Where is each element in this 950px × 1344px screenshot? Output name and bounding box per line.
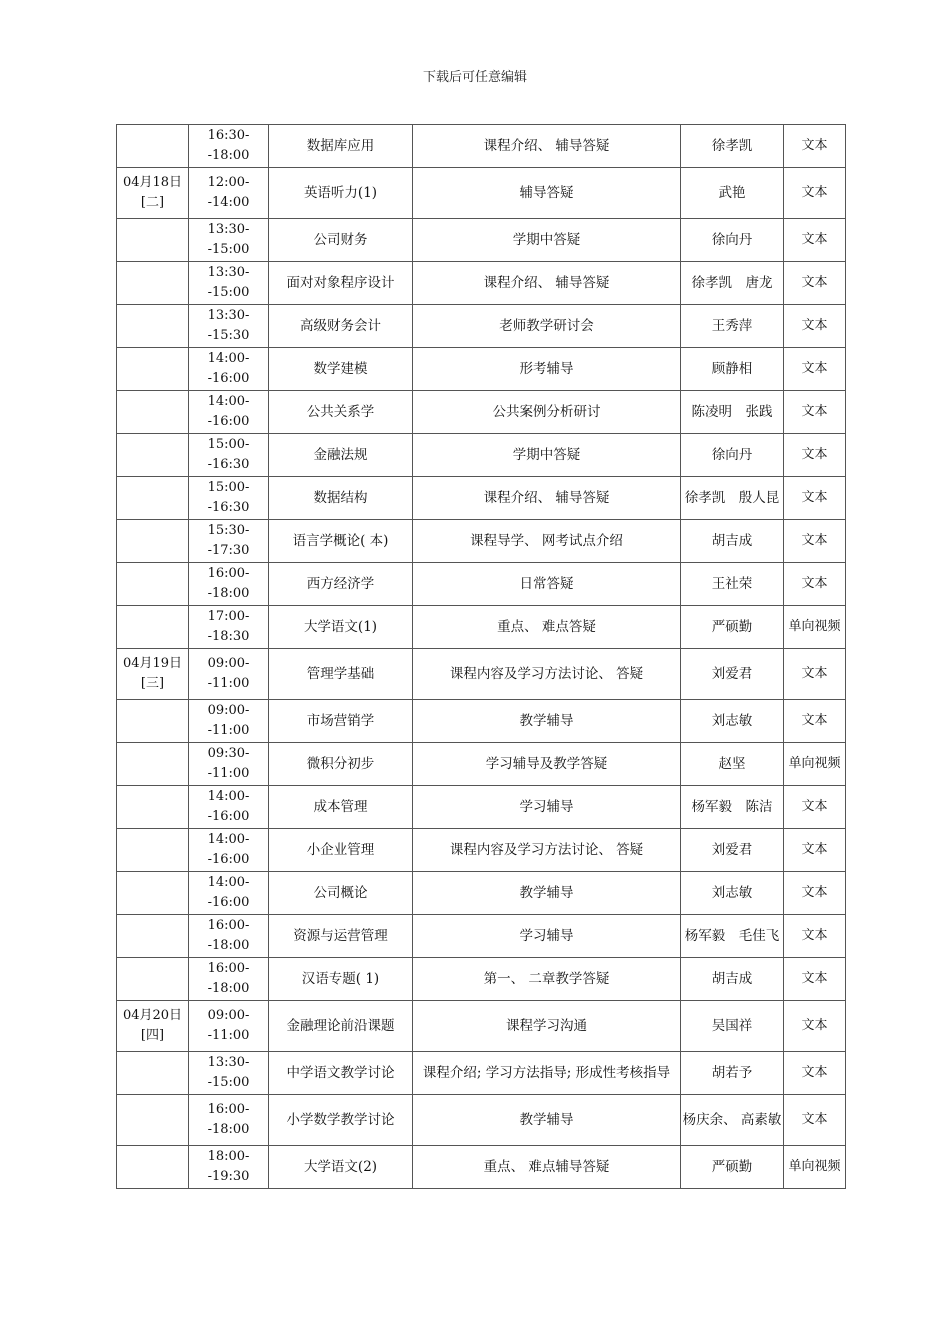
content-cell: 老师教学研讨会: [413, 305, 681, 348]
time-cell: 17:00--18:30: [189, 606, 269, 649]
type-cell: 文本: [784, 434, 846, 477]
type-cell: 单向视频: [784, 1146, 846, 1189]
type-cell: 文本: [784, 1095, 846, 1146]
type-cell: 文本: [784, 219, 846, 262]
content-cell: 教学辅导: [413, 872, 681, 915]
teacher-cell: 王社荣: [681, 563, 784, 606]
table-row: [117, 520, 846, 563]
table-row: [117, 262, 846, 305]
course-cell: 市场营销学: [269, 700, 413, 743]
course-cell: 公共关系学: [269, 391, 413, 434]
teacher-cell: 徐孝凯 唐龙: [681, 262, 784, 305]
date-cell: [117, 434, 189, 477]
teacher-cell: 徐向丹: [681, 219, 784, 262]
time-cell: 13:30--15:00: [189, 219, 269, 262]
table-row: [117, 1095, 846, 1146]
date-cell: [117, 649, 189, 700]
content-cell: 教学辅导: [413, 1095, 681, 1146]
date-cell: [117, 520, 189, 563]
teacher-cell: 杨军毅 陈洁: [681, 786, 784, 829]
type-cell: 文本: [784, 262, 846, 305]
course-cell: 金融法规: [269, 434, 413, 477]
table-row: [117, 434, 846, 477]
content-cell: 课程介绍; 学习方法指导; 形成性考核指导: [413, 1052, 681, 1095]
content-cell: 课程学习沟通: [413, 1001, 681, 1052]
teacher-cell: 吴国祥: [681, 1001, 784, 1052]
page-header: 下载后可任意编辑: [422, 70, 527, 85]
time-cell: 14:00--16:00: [189, 829, 269, 872]
table-row: [117, 1052, 846, 1095]
course-cell: 大学语文(2): [269, 1146, 413, 1189]
type-cell: 文本: [784, 786, 846, 829]
date-cell: [117, 958, 189, 1001]
course-cell: 数据结构: [269, 477, 413, 520]
course-cell: 资源与运营管理: [269, 915, 413, 958]
date-cell: [117, 829, 189, 872]
content-cell: 课程内容及学习方法讨论、 答疑: [413, 649, 681, 700]
weekday-text: [三]: [140, 676, 165, 691]
course-cell: 汉语专题( 1): [269, 958, 413, 1001]
content-cell: 学习辅导: [413, 786, 681, 829]
time-cell: 14:00--16:00: [189, 391, 269, 434]
content-cell: 学期中答疑: [413, 434, 681, 477]
type-cell: 文本: [784, 563, 846, 606]
course-cell: 英语听力(1): [269, 168, 413, 219]
teacher-cell: 严硕勤: [681, 606, 784, 649]
table-row: [117, 606, 846, 649]
content-cell: 课程介绍、 辅导答疑: [413, 262, 681, 305]
time-cell: 13:30--15:00: [189, 1052, 269, 1095]
table-row: [117, 915, 846, 958]
course-cell: 数据库应用: [269, 125, 413, 168]
time-cell: 14:00--16:00: [189, 348, 269, 391]
content-cell: 课程内容及学习方法讨论、 答疑: [413, 829, 681, 872]
weekday-text: [二]: [140, 195, 165, 210]
time-cell: 14:00--16:00: [189, 872, 269, 915]
content-cell: 重点、 难点辅导答疑: [413, 1146, 681, 1189]
content-cell: 课程介绍、 辅导答疑: [413, 125, 681, 168]
teacher-cell: 徐孝凯 殷人昆: [681, 477, 784, 520]
date-cell: [117, 1146, 189, 1189]
course-cell: 高级财务会计: [269, 305, 413, 348]
weekday-text: [四]: [140, 1028, 165, 1043]
date-cell: [117, 477, 189, 520]
time-cell: 16:00--18:00: [189, 1095, 269, 1146]
date-cell: [117, 700, 189, 743]
table-row: [117, 1146, 846, 1189]
date-cell: [117, 563, 189, 606]
date-cell: [117, 391, 189, 434]
table-row: [117, 786, 846, 829]
teacher-cell: 胡若予: [681, 1052, 784, 1095]
date-cell: [117, 219, 189, 262]
date-cell: [117, 872, 189, 915]
table-row: [117, 391, 846, 434]
course-cell: 小企业管理: [269, 829, 413, 872]
date-cell: [117, 606, 189, 649]
table-row: [117, 305, 846, 348]
table-row: [117, 125, 846, 168]
time-cell: 09:30--11:00: [189, 743, 269, 786]
teacher-cell: 徐孝凯: [681, 125, 784, 168]
time-cell: 09:00--11:00: [189, 1001, 269, 1052]
time-cell: 16:00--18:00: [189, 915, 269, 958]
time-cell: 12:00--14:00: [189, 168, 269, 219]
type-cell: 单向视频: [784, 606, 846, 649]
time-cell: 09:00--11:00: [189, 700, 269, 743]
time-cell: 13:30--15:00: [189, 262, 269, 305]
content-cell: 辅导答疑: [413, 168, 681, 219]
type-cell: 文本: [784, 391, 846, 434]
date-text: 04月19日: [122, 656, 183, 671]
type-cell: 文本: [784, 1001, 846, 1052]
type-cell: 文本: [784, 477, 846, 520]
course-cell: 面对对象程序设计: [269, 262, 413, 305]
course-cell: 中学语文教学讨论: [269, 1052, 413, 1095]
type-cell: 文本: [784, 168, 846, 219]
time-cell: 15:30--17:30: [189, 520, 269, 563]
type-cell: 文本: [784, 700, 846, 743]
date-cell: [117, 1095, 189, 1146]
type-cell: 文本: [784, 649, 846, 700]
type-cell: 文本: [784, 305, 846, 348]
course-cell: 公司财务: [269, 219, 413, 262]
type-cell: 文本: [784, 520, 846, 563]
table-row: [117, 477, 846, 520]
teacher-cell: 顾静相: [681, 348, 784, 391]
table-row: [117, 348, 846, 391]
date-cell: [117, 743, 189, 786]
time-cell: 14:00--16:00: [189, 786, 269, 829]
table-row: [117, 1001, 846, 1052]
time-cell: 15:00--16:30: [189, 477, 269, 520]
type-cell: 文本: [784, 872, 846, 915]
teacher-cell: 赵坚: [681, 743, 784, 786]
date-text: 04月20日: [122, 1008, 183, 1023]
type-cell: 文本: [784, 829, 846, 872]
content-cell: 课程介绍、 辅导答疑: [413, 477, 681, 520]
content-cell: 重点、 难点答疑: [413, 606, 681, 649]
teacher-cell: 胡吉成: [681, 520, 784, 563]
date-cell: [117, 1001, 189, 1052]
table-row: [117, 872, 846, 915]
content-cell: 学习辅导: [413, 915, 681, 958]
content-cell: 形考辅导: [413, 348, 681, 391]
time-cell: 13:30--15:30: [189, 305, 269, 348]
content-cell: 教学辅导: [413, 700, 681, 743]
course-cell: 管理学基础: [269, 649, 413, 700]
content-cell: 学期中答疑: [413, 219, 681, 262]
content-cell: 公共案例分析研讨: [413, 391, 681, 434]
table-row: [117, 829, 846, 872]
teacher-cell: 严硕勤: [681, 1146, 784, 1189]
course-cell: 金融理论前沿课题: [269, 1001, 413, 1052]
course-cell: 小学数学教学讨论: [269, 1095, 413, 1146]
teacher-cell: 刘爱君: [681, 649, 784, 700]
teacher-cell: 胡吉成: [681, 958, 784, 1001]
table-row: [117, 700, 846, 743]
course-cell: 数学建模: [269, 348, 413, 391]
time-cell: 16:30--18:00: [189, 125, 269, 168]
table-row: [117, 958, 846, 1001]
content-cell: 日常答疑: [413, 563, 681, 606]
type-cell: 文本: [784, 348, 846, 391]
content-cell: 第一、 二章教学答疑: [413, 958, 681, 1001]
date-cell: [117, 786, 189, 829]
date-cell: [117, 915, 189, 958]
date-cell: [117, 168, 189, 219]
type-cell: 文本: [784, 958, 846, 1001]
teacher-cell: 刘志敏: [681, 700, 784, 743]
date-text: 04月18日: [122, 175, 183, 190]
schedule-table: [116, 124, 846, 1189]
course-cell: 西方经济学: [269, 563, 413, 606]
teacher-cell: 王秀萍: [681, 305, 784, 348]
course-cell: 公司概论: [269, 872, 413, 915]
date-cell: [117, 348, 189, 391]
type-cell: 文本: [784, 915, 846, 958]
content-cell: 课程导学、 网考试点介绍: [413, 520, 681, 563]
time-cell: 18:00--19:30: [189, 1146, 269, 1189]
table-row: [117, 649, 846, 700]
time-cell: 16:00--18:00: [189, 958, 269, 1001]
time-cell: 16:00--18:00: [189, 563, 269, 606]
course-cell: 成本管理: [269, 786, 413, 829]
table-row: [117, 743, 846, 786]
date-cell: [117, 262, 189, 305]
table-row: [117, 563, 846, 606]
teacher-cell: 刘爱君: [681, 829, 784, 872]
time-cell: 15:00--16:30: [189, 434, 269, 477]
date-cell: [117, 125, 189, 168]
date-cell: [117, 305, 189, 348]
course-cell: 微积分初步: [269, 743, 413, 786]
type-cell: 文本: [784, 125, 846, 168]
table-row: [117, 168, 846, 219]
time-cell: 09:00--11:00: [189, 649, 269, 700]
type-cell: 文本: [784, 1052, 846, 1095]
teacher-cell: 陈凌明 张践: [681, 391, 784, 434]
teacher-cell: 武艳: [681, 168, 784, 219]
type-cell: 单向视频: [784, 743, 846, 786]
teacher-cell: 杨军毅 毛佳飞: [681, 915, 784, 958]
teacher-cell: 刘志敏: [681, 872, 784, 915]
content-cell: 学习辅导及教学答疑: [413, 743, 681, 786]
course-cell: 语言学概论( 本): [269, 520, 413, 563]
table-row: [117, 219, 846, 262]
teacher-cell: 徐向丹: [681, 434, 784, 477]
teacher-cell: 杨庆余、 高素敏: [681, 1095, 784, 1146]
course-cell: 大学语文(1): [269, 606, 413, 649]
date-cell: [117, 1052, 189, 1095]
